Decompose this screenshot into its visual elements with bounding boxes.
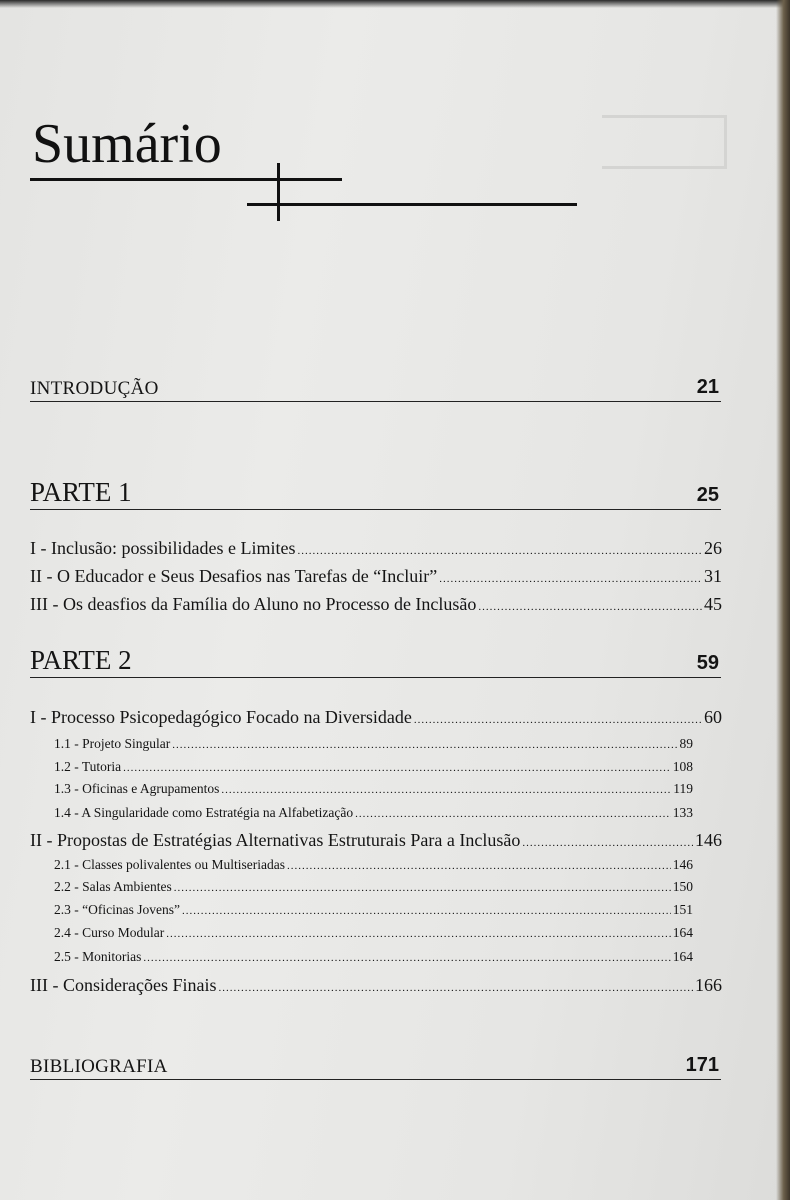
- toc-subentry[interactable]: [54, 949, 693, 965]
- entry-page: 166: [695, 975, 722, 995]
- entry-page: 164: [672, 949, 693, 964]
- entry-page: 31: [704, 566, 722, 586]
- entry-page: 151: [672, 902, 693, 917]
- section-label: PARTE 2: [30, 645, 132, 675]
- toc-entry[interactable]: [30, 538, 722, 559]
- entry-page: 164: [672, 925, 693, 940]
- entry-page: 108: [672, 759, 693, 774]
- toc-subentry[interactable]: [54, 805, 693, 821]
- toc-entry[interactable]: [30, 830, 722, 851]
- entry-page: 89: [679, 736, 693, 751]
- toc-entry[interactable]: [30, 566, 722, 587]
- entry-page: 119: [673, 781, 693, 796]
- entry-title: I - Inclusão: possibilidades e Limites: [30, 538, 296, 558]
- entry-page: 45: [704, 594, 722, 614]
- entry-title: I - Processo Psicopedagógico Focado na Diversidade: [30, 707, 412, 727]
- leader-dots: [172, 739, 677, 751]
- toc-entry[interactable]: [30, 975, 722, 996]
- leader-dots: [414, 714, 702, 726]
- entry-title: II - O Educador e Seus Desafios nas Tarefas de “Incluir”: [30, 566, 438, 586]
- entry-page: 26: [704, 538, 722, 558]
- entry-title: 2.5 - Monitorias: [54, 949, 142, 964]
- title-underline: [30, 178, 342, 181]
- leader-dots: [522, 837, 693, 849]
- entry-page: 150: [672, 879, 693, 894]
- toc-subentry[interactable]: [54, 781, 693, 797]
- toc-entry[interactable]: [30, 594, 722, 615]
- section-rule: [30, 1079, 721, 1081]
- leader-dots: [174, 882, 671, 894]
- leader-dots: [123, 762, 671, 774]
- toc-introducao[interactable]: [30, 372, 721, 402]
- section-page: 21: [696, 376, 719, 398]
- toc-subentry[interactable]: [54, 736, 693, 752]
- entry-title: 1.2 - Tutoria: [54, 759, 122, 774]
- leader-dots: [221, 784, 671, 796]
- entry-page: 60: [704, 707, 722, 727]
- section-rule: [30, 677, 721, 679]
- toc-parte-2[interactable]: [30, 642, 721, 678]
- leader-dots: [166, 928, 671, 940]
- entry-page: 146: [695, 830, 722, 850]
- title-cross-vertical: [277, 163, 280, 221]
- entry-title: III - Os deasfios da Família do Aluno no Processo de Inclusão: [30, 594, 477, 614]
- entry-title: 2.3 - “Oficinas Jovens”: [54, 902, 180, 917]
- toc-subentry[interactable]: [54, 759, 693, 775]
- toc-bibliografia[interactable]: [30, 1050, 721, 1080]
- leader-dots: [287, 860, 671, 872]
- leader-dots: [478, 601, 702, 613]
- toc-entry[interactable]: [30, 707, 722, 728]
- entry-title: 1.1 - Projeto Singular: [54, 736, 171, 751]
- entry-title: III - Considerações Finais: [30, 975, 217, 995]
- section-page: 171: [685, 1054, 719, 1076]
- leader-dots: [218, 982, 693, 994]
- leader-dots: [439, 573, 702, 585]
- toc-subentry[interactable]: [54, 902, 693, 918]
- toc-subentry[interactable]: [54, 857, 693, 873]
- leader-dots: [355, 808, 671, 820]
- toc-subentry[interactable]: [54, 879, 693, 895]
- bleed-through-frame: [602, 115, 727, 169]
- top-shadow: [0, 0, 790, 8]
- toc-parte-1[interactable]: [30, 474, 721, 510]
- entry-title: 1.4 - A Singularidade como Estratégia na Alfabetização: [54, 805, 354, 820]
- page-title: Sumário: [32, 113, 222, 175]
- toc-subentry[interactable]: [54, 925, 693, 941]
- section-rule: [30, 401, 721, 403]
- section-rule: [30, 509, 721, 511]
- page-edge: [776, 0, 790, 1200]
- entry-title: II - Propostas de Estratégias Alternativas Estruturais Para a Inclusão: [30, 830, 521, 850]
- entry-title: 2.4 - Curso Modular: [54, 925, 165, 940]
- entry-page: 146: [672, 857, 693, 872]
- entry-title: 2.2 - Salas Ambientes: [54, 879, 172, 894]
- leader-dots: [297, 545, 702, 557]
- section-label: PARTE 1: [30, 477, 132, 507]
- leader-dots: [182, 905, 671, 917]
- leader-dots: [143, 952, 670, 964]
- entry-page: 133: [672, 805, 693, 820]
- section-label: BIBLIOGRAFIA: [30, 1056, 168, 1077]
- entry-title: 2.1 - Classes polivalentes ou Multiseriadas: [54, 857, 285, 872]
- section-label: INTRODUÇÃO: [30, 378, 159, 399]
- section-page: 59: [696, 652, 719, 674]
- entry-title: 1.3 - Oficinas e Agrupamentos: [54, 781, 220, 796]
- section-page: 25: [696, 484, 719, 506]
- title-cross-line: [247, 203, 577, 206]
